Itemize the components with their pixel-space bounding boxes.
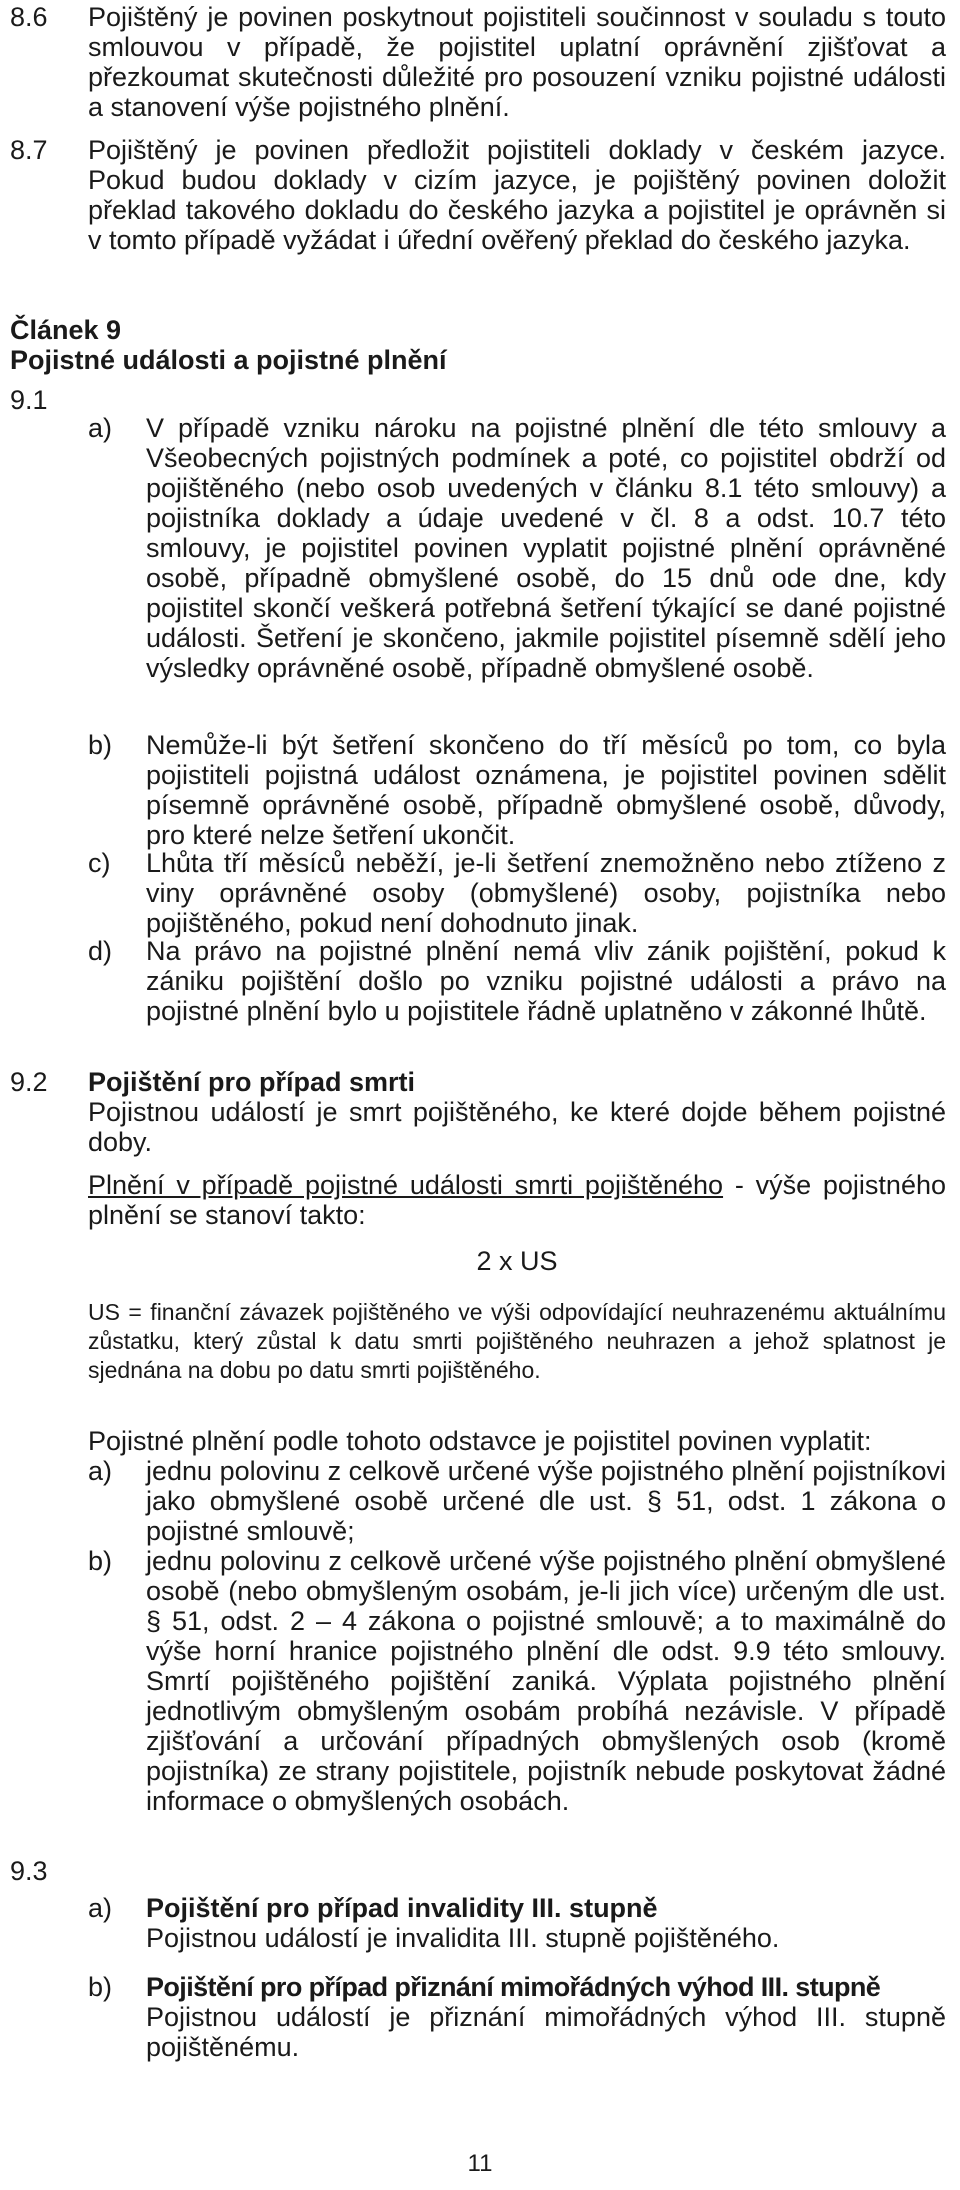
payout-item-b: jednu polovinu z celkově určené výše pojistného plnění obmyšlené osobě (nebo obmyšleným osobám, je-li jich více) určeným dle ust. § 51, odst. 2 – 4 zákona o pojistné smlouvě; a to maximálně do výše horní hranice pojistného plnění dle odst. 9.9 této smlouvy. Smrtí pojištěného pojištění zaniká. Výplata pojistného plnění jednotlivým obmyšleným osobám probíhá nezávisle. V případě zjišťování a určování případných obmyšlených osob (kromě pojistníka) ze strany pojistitele, pojistník nebude poskytovat žádné informace o obmyšlených osobách. xyxy=(146,1546,946,1816)
section-number-8-7: 8.7 xyxy=(10,135,48,165)
section-number-9-1: 9.1 xyxy=(10,385,48,415)
item-text-9-3-b: Pojistnou událostí je přiznání mimořádných výhod III. stupně pojištěnému. xyxy=(146,2002,946,2062)
us-definition: US = finanční závazek pojištěného ve výši odpovídající neuhrazenému aktuálnímu zůstatku, který zůstal k datu smrti pojištěného neuhrazen a jehož splatnost je sjednána na dobu po datu smrti pojištěného. xyxy=(88,1299,946,1383)
item-label: c) xyxy=(88,848,111,878)
item-label: a) xyxy=(88,413,113,443)
item-text-9-1-d: Na právo na pojistné plnění nemá vliv zánik pojištění, pokud k zániku pojištění došlo po vzniku pojistné události a právo na pojistné plnění bylo u pojistitele řádně uplatněno v zákonné lhůtě. xyxy=(146,936,946,1026)
item-text-9-1-a: V případě vzniku nároku na pojistné plnění dle této smlouvy a Všeobecných pojistných podmínek a poté, co pojistitel obdrží od pojištěného (nebo osob uvedených v článku 8.1 této smlouvy) a pojistníka doklady a údaje uvedené v čl. 8 a odst. 10.7 této smlouvy, je pojistitel povinen vyplatit pojistné plnění oprávněné osobě, případně obmyšlené osobě, do 15 dnů ode dne, kdy pojistitel skončí veškerá potřebná šetření týkající se dané pojistné události. Šetření je skončeno, jakmile pojistitel písemně sdělí jeho výsledky oprávněné osobě, případně obmyšlené osobě. xyxy=(146,413,946,683)
payout-rule-rest: - výše pojistného plnění se stanoví takto: xyxy=(88,1170,946,1230)
item-heading-9-3-b: Pojištění pro případ přiznání mimořádných výhod III. stupně xyxy=(146,1972,881,2002)
item-heading-9-3-a: Pojištění pro případ invalidity III. stupně xyxy=(146,1893,658,1923)
item-label: d) xyxy=(88,936,113,966)
payout-rule-underlined: Plnění v případě pojistné události smrti pojištěného xyxy=(88,1170,724,1200)
article-subtitle: Pojistné události a pojistné plnění xyxy=(10,345,447,375)
section-number-9-2: 9.2 xyxy=(10,1067,48,1097)
payout-rule xyxy=(88,1170,946,1230)
item-label: b) xyxy=(88,1972,113,2002)
payout-item-a: jednu polovinu z celkově určené výše pojistného plnění pojistníkovi jako obmyšlené osobě určené dle ust. § 51, odst. 1 zákona o pojistné smlouvě; xyxy=(146,1456,946,1546)
section-number-8-6: 8.6 xyxy=(10,2,48,32)
section-heading-9-2: Pojištění pro případ smrti xyxy=(88,1067,416,1097)
payout-intro: Pojistné plnění podle tohoto odstavce je pojistitel povinen vyplatit: xyxy=(88,1426,872,1456)
item-text-9-3-a: Pojistnou událostí je invalidita III. stupně pojištěného. xyxy=(146,1923,780,1953)
item-label: b) xyxy=(88,1546,113,1576)
article-title: Článek 9 xyxy=(10,315,122,345)
section-intro-9-2: Pojistnou událostí je smrt pojištěného, ke které dojde během pojistné doby. xyxy=(88,1097,946,1157)
formula: 2 x US xyxy=(476,1246,558,1276)
section-text-8-6: Pojištěný je povinen poskytnout pojistiteli součinnost v souladu s touto smlouvou v případě, že pojistitel uplatní oprávnění zjišťovat a přezkoumat skutečnosti důležité pro posouzení vzniku pojistné události a stanovení výše pojistného plnění. xyxy=(88,2,946,122)
item-label: a) xyxy=(88,1893,113,1923)
item-text-9-1-c: Lhůta tří měsíců neběží, je-li šetření znemožněno nebo ztíženo z viny oprávněné osoby (obmyšlené) osoby, pojistníka nebo pojištěného, pokud není dohodnuto jinak. xyxy=(146,848,946,938)
section-text-8-7: Pojištěný je povinen předložit pojistiteli doklady v českém jazyce. Pokud budou doklady v cizím jazyce, je pojištěný povinen doložit překlad takového dokladu do českého jazyka a pojistitel je oprávněn si v tomto případě vyžádat i úřední ověřený překlad do českého jazyka. xyxy=(88,135,946,255)
item-text-9-1-b: Nemůže-li být šetření skončeno do tří měsíců po tom, co byla pojistiteli pojistná událost oznámena, je pojistitel povinen sdělit písemně oprávněné osobě, případně obmyšlené osobě, důvody, pro které nelze šetření ukončit. xyxy=(146,730,946,850)
item-label: b) xyxy=(88,730,113,760)
page-number: 11 xyxy=(467,2150,493,2177)
item-label: a) xyxy=(88,1456,113,1486)
section-number-9-3: 9.3 xyxy=(10,1856,48,1886)
